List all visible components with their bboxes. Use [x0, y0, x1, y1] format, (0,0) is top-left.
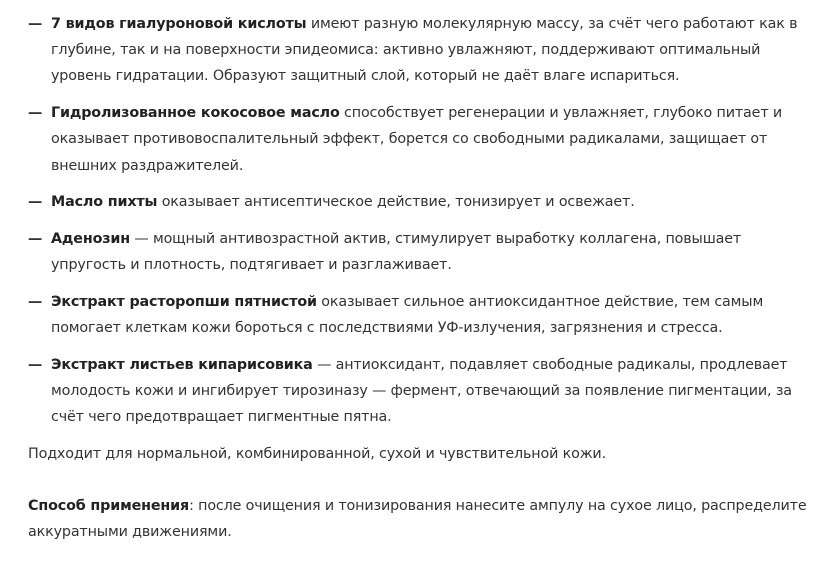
ingredient-description: оказывает антисептическое действие, тонизирует и освежает. [157, 194, 635, 211]
ingredient-description: — мощный антивозрастной актив, стимулирует выработку коллагена, повышает упругость и плотность, подтягивает и разглаживает. [51, 230, 742, 274]
usage-label: Способ применения [28, 497, 190, 514]
ingredient-description: — антиоксидант, подавляет свободные радикалы, продлевает молодость кожи и ингибирует тирозиназу — фермент, отвечающий за появление пигментации, за счёт чего предотвращает пигментные пятна. [51, 356, 792, 426]
ingredient-description: оказывает сильное антиоксидантное действие, тем самым помогает клеткам кожи бороться с последствиями УФ-излучения, загрязнения и стресса. [51, 293, 764, 337]
list-item [28, 11, 818, 90]
ingredient-name: Аденозин [51, 230, 131, 247]
dash-bullet: — [28, 105, 43, 122]
usage-text: : после очищения и тонизирования нанесите ампулу на сухое лицо, распределите аккуратными движениями. [28, 497, 807, 540]
list-item [28, 226, 818, 278]
dash-bullet: — [28, 356, 43, 373]
dash-bullet: — [28, 194, 43, 211]
dash-bullet: — [28, 293, 43, 310]
ingredient-name: 7 видов гиалуроновой кислоты [51, 16, 307, 32]
skin-type-note: Подходит для нормальной, комбинированной, сухой и чувствительной кожи. [28, 445, 606, 462]
list-item [28, 189, 818, 215]
dash-bullet: — [28, 16, 43, 32]
ingredient-name: Экстракт расторопши пятнистой [51, 293, 317, 310]
list-item [28, 352, 818, 431]
ingredient-name: Гидролизованное кокосовое масло [51, 105, 340, 122]
ingredient-description: имеют разную молекулярную массу, за счёт чего работают как в глубине, так и на поверхности эпидеомиса: активно увлажняют, поддерживают оптимальный уровень гидратации. Образуют защитный слой, который не даёт влаге испариться. [51, 16, 798, 85]
ingredient-name: Экстракт листьев кипарисовика [51, 356, 313, 373]
dash-bullet: — [28, 230, 43, 247]
ingredients-list [28, 11, 818, 430]
list-item [28, 100, 818, 179]
ingredient-name: Масло пихты [51, 194, 158, 211]
usage-instructions [28, 493, 818, 545]
product-description [28, 11, 818, 545]
ingredient-description: способствует регенерации и увлажняет, глубоко питает и оказывает противовоспалительный эффект, борется со свободными радикалами, защищает от внешних раздражителей. [51, 105, 783, 174]
list-item [28, 289, 818, 341]
